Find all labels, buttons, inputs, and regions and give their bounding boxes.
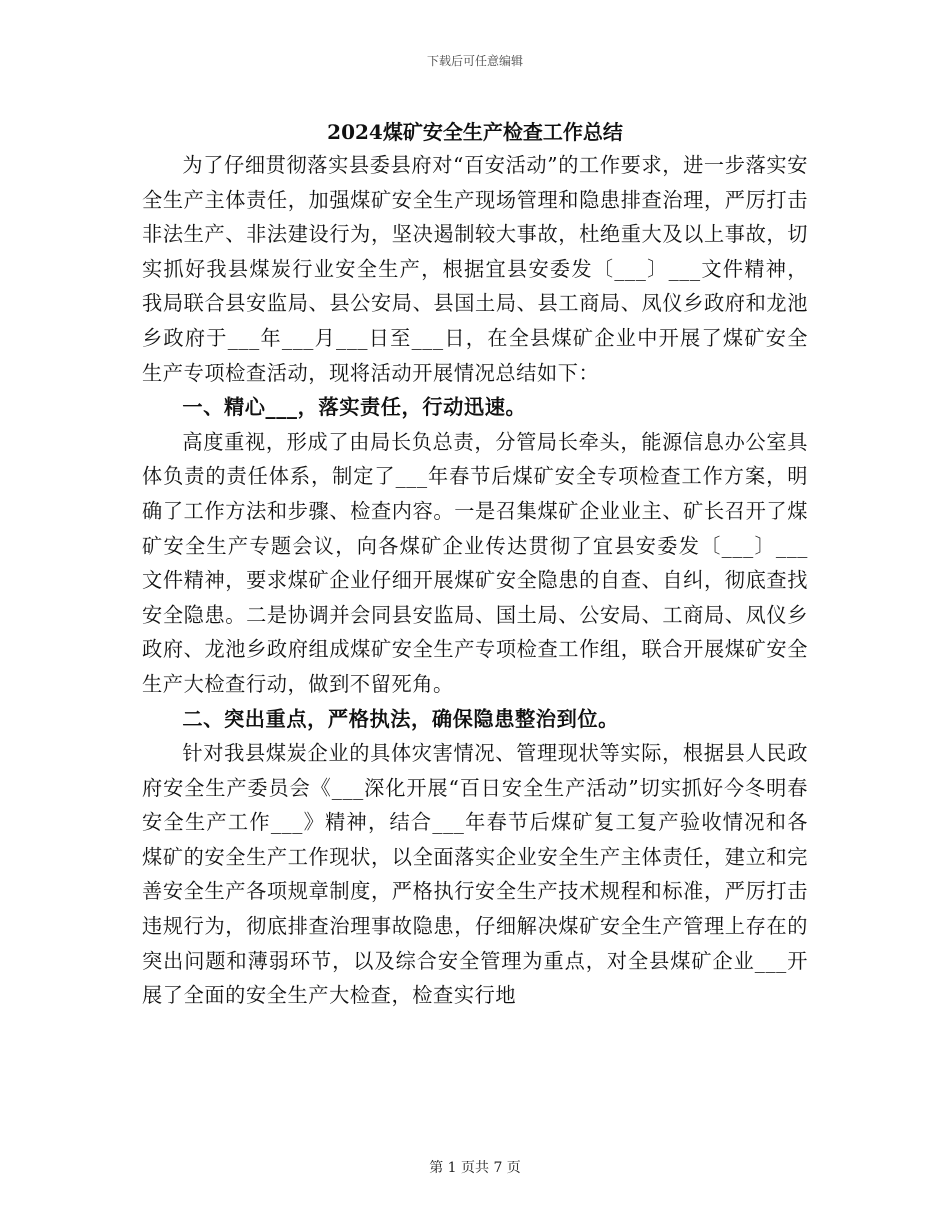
section-1-paragraph: 高度重视，形成了由局长负总责，分管局长牵头，能源信息办公室具体负责的责任体系，制定了___年春节后煤矿安全专项检查工作方案，明确了工作方法和步骤、检查内容。一是召集煤矿企业业主、矿长召开了煤矿安全生产专题会议，向各煤矿企业传达贯彻了宜县安委发〔___〕___文件精神，要求煤矿企业仔细开展煤矿安全隐患的自查、自纠，彻底查找安全隐患。二是协调并会同县安监局、国土局、公安局、工商局、凤仪乡政府、龙池乡政府组成煤矿安全生产专项检查工作组，联合开展煤矿安全生产大检查行动，做到不留死角。 xyxy=(142,429,808,696)
page-header-note: 下载后可任意编辑 xyxy=(426,54,523,68)
section-heading-1: 一、精心___，落实责任，行动迅速。 xyxy=(182,395,527,420)
section-2-paragraph: 针对我县煤炭企业的具体灾害情况、管理现状等实际，根据县人民政府安全生产委员会《___深化开展“百日安全生产活动”切实抓好今冬明春安全生产工作___》精神，结合___年春节后煤矿复工复产验收情况和各煤矿的安全生产工作现状，以全面落实企业安全生产主体责任，建立和完善安全生产各项规章制度，严格执行安全生产技术规程和标准，严厉打击违规行为，彻底排查治理事故隐患，仔细解决煤矿安全生产管理上存在的突出问题和薄弱环节，以及综合安全管理为重点，对全县煤矿企业___开展了全面的安全生产大检查，检查实行地 xyxy=(142,741,808,1008)
page-number: 第 1 页共 7 页 xyxy=(429,1160,521,1176)
section-heading-2: 二、突出重点，严格执法，确保隐患整治到位。 xyxy=(182,706,619,731)
document-body xyxy=(142,148,808,1013)
document-title: 2024煤矿安全生产检查工作总结 xyxy=(327,120,623,144)
intro-paragraph: 为了仔细贯彻落实县委县府对“百安活动”的工作要求，进一步落实安全生产主体责任，加强煤矿安全生产现场管理和隐患排查治理，严厉打击非法生产、非法建设行为，坚决遏制较大事故，杜绝重大及以上事故，切实抓好我县煤炭行业安全生产，根据宜县安委发〔___〕___文件精神，我局联合县安监局、县公安局、县国土局、县工商局、凤仪乡政府和龙池乡政府于___年___月___日至___日，在全县煤矿企业中开展了煤矿安全生产专项检查活动，现将活动开展情况总结如下： xyxy=(142,153,808,385)
